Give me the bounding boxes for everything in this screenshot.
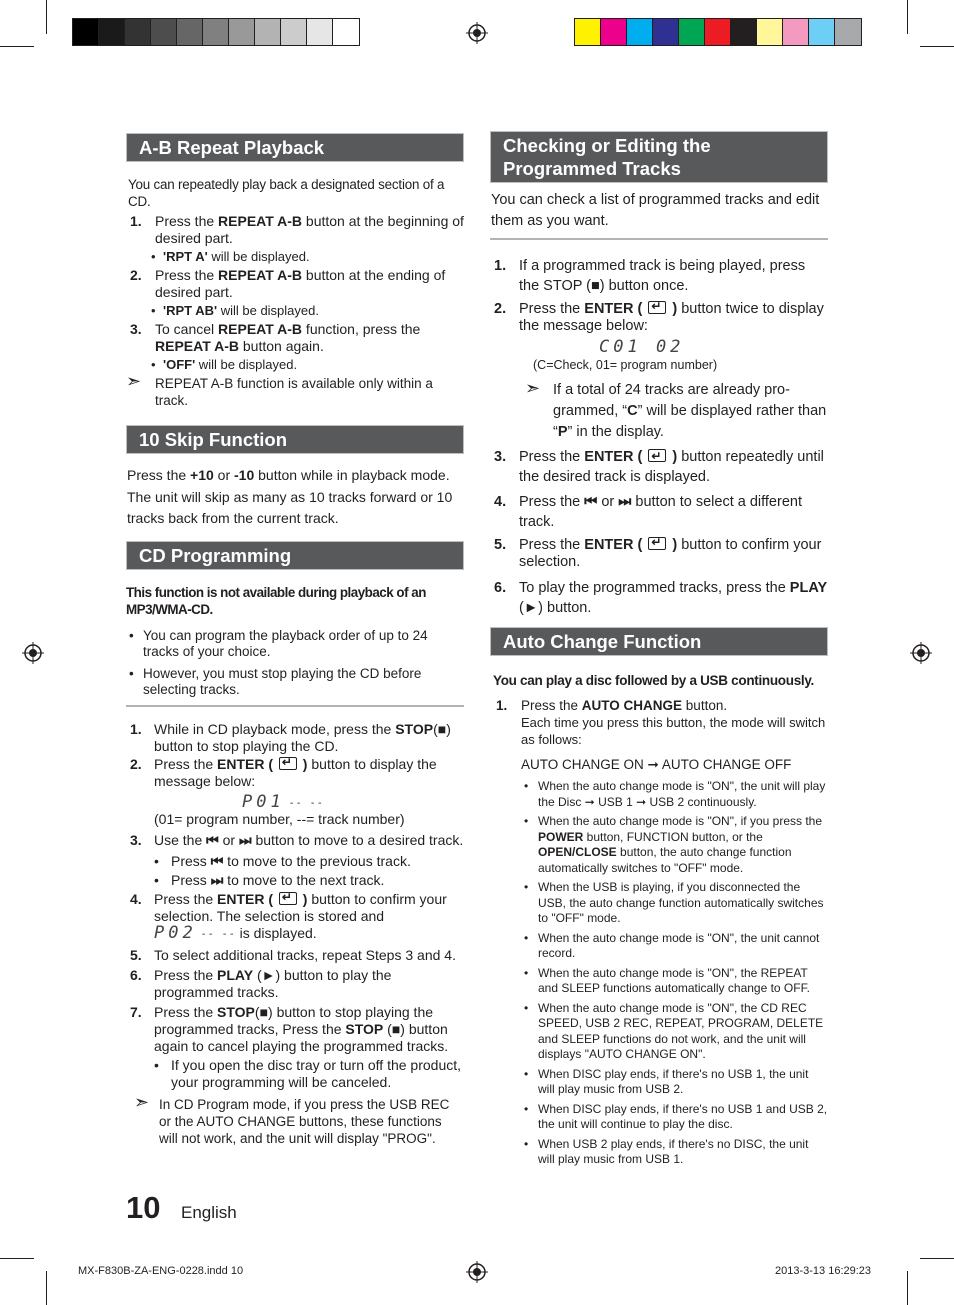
skip-description: Press the +10 or -10 button while in playback mode. The unit will skip as many as 10 tracks forward or 10 tracks back from the current track.: [127, 467, 453, 526]
cd-prog-step-1: 1. While in CD playback mode, press the STOP(■) button to stop playing the CD.: [130, 720, 451, 754]
slug-timestamp: 2013-3-13 16:29:23: [775, 1265, 872, 1277]
color-swatch-bar: [574, 18, 862, 46]
checking-step-6: 6. To play the programmed tracks, press the PLAY (►) button.: [494, 580, 828, 616]
cd-prog-intro: This function is not available during playback of an MP3/WMA-CD.: [126, 584, 426, 617]
color-swatch: [835, 19, 861, 45]
gray-swatch: [203, 19, 229, 45]
crop-mark: [46, 1271, 47, 1305]
cd-prog-step-4: 4. Press the ENTER ( ↵ ) button to confirm your selection. The selection is stored and P02 -- -- is displayed.: [126, 891, 464, 943]
section-heading-checking: Checking or Editing the Programmed Tracks: [490, 131, 828, 183]
note-arrow-icon: ➣: [126, 371, 142, 391]
registration-mark-icon: [466, 22, 488, 44]
gray-swatch-bar: [72, 18, 360, 46]
cd-prog-step-2-note: (01= program number, --= track number): [154, 811, 405, 828]
checking-step-2: 2. Press the ENTER ( ↵ ) button twice to display the message below: C01 02 (C=Check, 01= program number) ➣ If a total of 24 tracks are already pro-grammed, “C” will be displayed rather than “P” in the display.: [490, 301, 828, 443]
gray-swatch: [281, 19, 307, 45]
ab-step-3-result: • 'OFF' will be displayed.: [151, 356, 464, 373]
right-column: [490, 131, 828, 1172]
section-heading-auto-change: Auto Change Function: [490, 627, 828, 656]
crop-mark: [920, 46, 954, 47]
crop-mark: [907, 0, 908, 34]
note-arrow-icon: ➣: [525, 378, 541, 398]
auto-change-bullet: • When the auto change mode is "ON", the unit will play the Disc ➞ USB 1 ➞ USB 2 continuously.: [521, 779, 828, 810]
checking-intro: You can check a list of programmed tracks and edit them as you want.: [491, 192, 820, 229]
checking-step-3: 3. Press the ENTER ( ↵ ) button repeatedly until the desired track is displayed.: [490, 447, 828, 487]
next-track-icon: ⏭: [238, 832, 252, 849]
auto-change-bullet: • When USB 2 play ends, if there's no DISC, the unit will play music from USB 1.: [521, 1137, 828, 1168]
cd-prog-bullet: • You can program the playback order of up to 24 tracks of your choice.: [126, 628, 464, 661]
cd-prog-step-3: 3. Use the ⏮ or ⏭ button to move to a desired track. • Press ⏮ to move to the previous track. • Press ⏭ to move to the next track.: [126, 832, 464, 889]
ab-step-3: 3. To cancel REPEAT A-B function, press the REPEAT A-B button again. • 'OFF' will be displayed.: [126, 321, 464, 373]
cd-prog-step-5: 5. To select additional tracks, repeat Steps 3 and 4.: [130, 947, 456, 964]
ab-step-1-result: • 'RPT A' will be displayed.: [151, 248, 464, 265]
crop-mark: [46, 0, 47, 34]
gray-swatch: [99, 19, 125, 45]
left-column: [126, 133, 464, 1147]
cd-prog-note: ➣ In CD Program mode, if you press the USB REC or the AUTO CHANGE buttons, these functions will not work, and the unit will display "PROG".: [134, 1092, 450, 1147]
auto-change-mode-flow: AUTO CHANGE ON ➞ AUTO CHANGE OFF: [521, 757, 792, 772]
auto-change-step-1: 1. Press the AUTO CHANGE button. Each time you press this button, the mode will switch as follows: AUTO CHANGE ON ➞ AUTO CHANGE OFF: [490, 697, 828, 773]
auto-change-bullet: • When the USB is playing, if you disconnected the USB, the auto change function automatically switches to "OFF" mode.: [521, 880, 828, 927]
section-heading-cd-programming: CD Programming: [126, 541, 464, 570]
page-language: English: [181, 1203, 237, 1222]
checking-step-1: 1. If a programmed track is being played, press the STOP (■) button once.: [494, 258, 806, 294]
divider: [490, 238, 828, 240]
lcd-display-c01: C01 02: [599, 337, 685, 357]
enter-icon: [648, 537, 666, 550]
previous-track-icon: ⏮: [206, 832, 219, 849]
slug-filename: MX-F830B-ZA-ENG-0228.indd 10: [78, 1265, 244, 1277]
crop-mark: [920, 1258, 954, 1259]
color-swatch: [575, 19, 601, 45]
gray-swatch: [177, 19, 203, 45]
color-swatch: [653, 19, 679, 45]
gray-swatch: [73, 19, 99, 45]
section-heading-skip: 10 Skip Function: [126, 425, 464, 454]
gray-swatch: [255, 19, 281, 45]
auto-change-bullet: • When the auto change mode is "ON", the CD REC SPEED, USB 2 REC, REPEAT, PROGRAM, DELETE and SLEEP functions do not work, and the unit will displays "AUTO CHANGE ON".: [521, 1001, 828, 1063]
registration-mark-icon: [466, 1261, 488, 1283]
auto-change-bullets: [521, 779, 828, 1168]
previous-track-icon: ⏮: [584, 494, 598, 510]
cd-prog-step-2: 2. Press the ENTER ( ↵ ) button to display the message below: P01 -- -- (01= program number, --= track number): [126, 756, 464, 829]
gray-swatch: [151, 19, 177, 45]
crop-mark: [0, 46, 34, 47]
checking-lcd-note: (C=Check, 01= program number): [533, 358, 718, 372]
registration-mark-icon: [22, 642, 44, 664]
enter-icon: [279, 757, 297, 770]
color-swatch: [809, 19, 835, 45]
ab-repeat-note: ➣ REPEAT A-B function is available only within a track.: [126, 371, 433, 408]
enter-icon: [648, 449, 666, 462]
gray-swatch: [333, 19, 359, 45]
ab-step-2: 2. Press the REPEAT A-B button at the ending of desired part. • 'RPT AB' will be displayed.: [126, 267, 464, 319]
cd-prog-step-7: 7. Press the STOP(■) button to stop playing the programmed tracks, Press the STOP (■) button again to cancel playing the programmed tracks. • If you open the disc tray or turn off the product, your programming will be canceled.: [126, 1004, 464, 1091]
cd-prog-step-6: 6. Press the PLAY (►) button to play the programmed tracks.: [130, 967, 392, 1001]
ab-step-1: 1. Press the REPEAT A-B button at the beginning of desired part. • 'RPT A' will be displayed.: [126, 213, 464, 265]
crop-mark: [907, 1271, 908, 1305]
color-swatch: [627, 19, 653, 45]
enter-icon: [648, 301, 666, 314]
color-swatch: [705, 19, 731, 45]
auto-change-bullet: • When the auto change mode is "ON", if you press the POWER button, FUNCTION button, or the OPEN/CLOSE button, the auto change function automatically switches to "OFF" mode.: [521, 814, 828, 876]
color-swatch: [757, 19, 783, 45]
auto-change-intro: You can play a disc followed by a USB continuously.: [493, 673, 815, 688]
color-swatch: [601, 19, 627, 45]
next-track-icon: ⏭: [618, 494, 632, 510]
auto-change-bullet: • When the auto change mode is "ON", the unit cannot record.: [521, 931, 828, 962]
gray-swatch: [229, 19, 255, 45]
color-swatch: [679, 19, 705, 45]
section-heading-ab-repeat: A-B Repeat Playback: [126, 133, 464, 162]
auto-change-bullet: • When the auto change mode is "ON", the REPEAT and SLEEP functions automatically change to OFF.: [521, 966, 828, 997]
checking-step-5: 5. Press the ENTER ( ↵ ) button to confirm your selection.: [490, 537, 828, 571]
ab-repeat-steps: [126, 213, 464, 373]
gray-swatch: [125, 19, 151, 45]
cd-prog-step-3-sub: • Press ⏮ to move to the previous track.: [154, 853, 464, 870]
page-number: 10: [126, 1190, 161, 1225]
checking-steps: [490, 256, 828, 618]
next-track-icon: ⏭: [210, 872, 224, 889]
cd-prog-steps: [126, 721, 464, 1092]
divider: [126, 705, 464, 707]
checking-step-4: 4. Press the ⏮ or ⏭ button to select a different track.: [494, 494, 802, 530]
cd-prog-bullet: • However, you must stop playing the CD before selecting tracks.: [126, 666, 464, 699]
gray-swatch: [307, 19, 333, 45]
registration-mark-icon: [910, 642, 932, 664]
ab-repeat-intro: You can repeatedly play back a designated section of a CD.: [128, 177, 445, 209]
cd-prog-bullets: [126, 628, 464, 699]
note-arrow-icon: ➣: [134, 1092, 150, 1113]
cd-prog-step-3-sub: • Press ⏭ to move to the next track.: [154, 872, 464, 889]
checking-note: ➣ If a total of 24 tracks are already pro-grammed, “C” will be displayed rather than “P” in the display.: [525, 378, 827, 440]
auto-change-step-1-detail: Each time you press this button, the mode will switch as follows:: [521, 715, 826, 747]
previous-track-icon: ⏮: [210, 853, 224, 870]
cd-prog-step-7-sub: • If you open the disc tray or turn off the product, your programming will be canceled.: [154, 1057, 464, 1091]
auto-change-steps: [490, 697, 828, 773]
enter-icon: [279, 892, 297, 905]
lcd-display-p01: P01 -- --: [242, 791, 324, 812]
auto-change-bullet: • When DISC play ends, if there's no USB 1 and USB 2, the unit will continue to play the disc.: [521, 1102, 828, 1133]
color-swatch: [783, 19, 809, 45]
lcd-display-p02: P02 -- -- is displayed.: [154, 923, 317, 944]
crop-mark: [0, 1258, 34, 1259]
color-swatch: [731, 19, 757, 45]
ab-step-2-result: • 'RPT AB' will be displayed.: [151, 302, 464, 319]
auto-change-bullet: • When DISC play ends, if there's no USB 1, the unit will play music from USB 2.: [521, 1067, 828, 1098]
